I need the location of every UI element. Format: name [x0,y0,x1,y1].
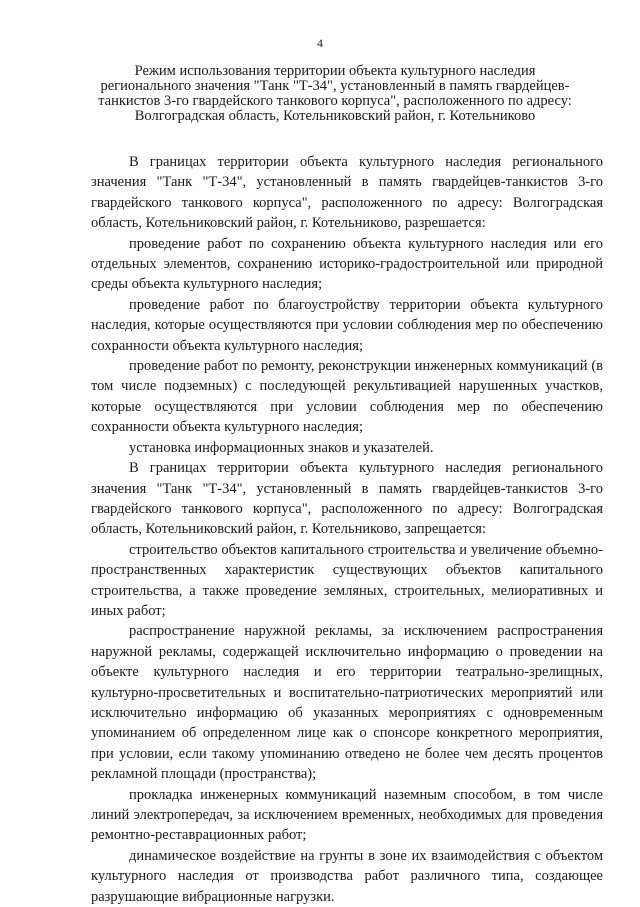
permitted-item: проведение работ по ремонту, реконструкции инженерных коммуникаций (в том числе подземных) с последующей рекультивацией нарушенных участков, которые осуществляются при условии соблюдения мер по обеспечению сохранности объекта культурного наследия; [91,358,603,436]
title-line: Режим использования территории объекта культурного наследия [134,63,536,79]
title-line: Волгоградская область, Котельниковский район, г. Котельниково [134,108,536,124]
prohibited-item: прокладка инженерных коммуникаций наземным способом, в том числе линий электропередач, за исключением временных, необходимых для проведения ремонтно-реставрационных работ; [91,786,603,844]
permitted-item: проведение работ по сохранению объекта культурного наследия или его отдельных элементов, сохранению историко-градостроительной или природной среды объекта культурного наследия; [91,235,603,293]
permitted-intro-paragraph: В границах территории объекта культурного наследия регионального значения "Танк "Т-34", установленный в память гвардейцев-танкистов 3-го гвардейского танкового корпуса", расположенного по адресу: Волгоградская область, Котельниковский район, г. Котельниково, разрешается: [91,154,603,232]
page-number: 4 [317,36,323,50]
prohibited-item: распространение наружной рекламы, за исключением распространения наружной рекламы, содержащей исключительно информацию о проведении на объекте культурного наследия и его территории театрально-зрелищных, культурно-просветительных и воспитательно-патриотических мероприятий или исключительно информацию об указанных мероприятиях с одновременным упоминанием об определенном лице как о спонсоре конкретного мероприятия, при условии, если такому упоминанию отведено не более чем десять процентов рекламной площади (пространства); [91,623,603,783]
document-title [80,64,590,124]
prohibited-item: динамическое воздействие на грунты в зоне их взаимодействия с объектом культурного наследия от производства работ различного типа, создающее разрушающие вибрационные нагрузки. [91,847,603,905]
title-line: регионального значения "Танк "Т-34", установленный в память гвардейцев- [100,78,570,94]
document-body [91,152,603,907]
title-line: танкистов 3-го гвардейского танкового корпуса", расположенного по адресу: [98,93,572,109]
permitted-item: установка информационных знаков и указателей. [129,439,434,456]
permitted-item: проведение работ по благоустройству территории объекта культурного наследия, которые осуществляются при условии соблюдения мер по обеспечению сохранности объекта культурного наследия; [91,296,603,354]
prohibited-item: строительство объектов капитального строительства и увеличение объемно-пространственных характеристик существующих объектов капитального строительства, а также проведение земляных, строительных, мелиоративных и иных работ; [91,541,603,619]
prohibited-intro-paragraph: В границах территории объекта культурного наследия регионального значения "Танк "Т-34", установленный в память гвардейцев-танкистов 3-го гвардейского танкового корпуса", расположенного по адресу: Волгоградская область, Котельниковский район, г. Котельниково, запрещается: [91,460,603,538]
